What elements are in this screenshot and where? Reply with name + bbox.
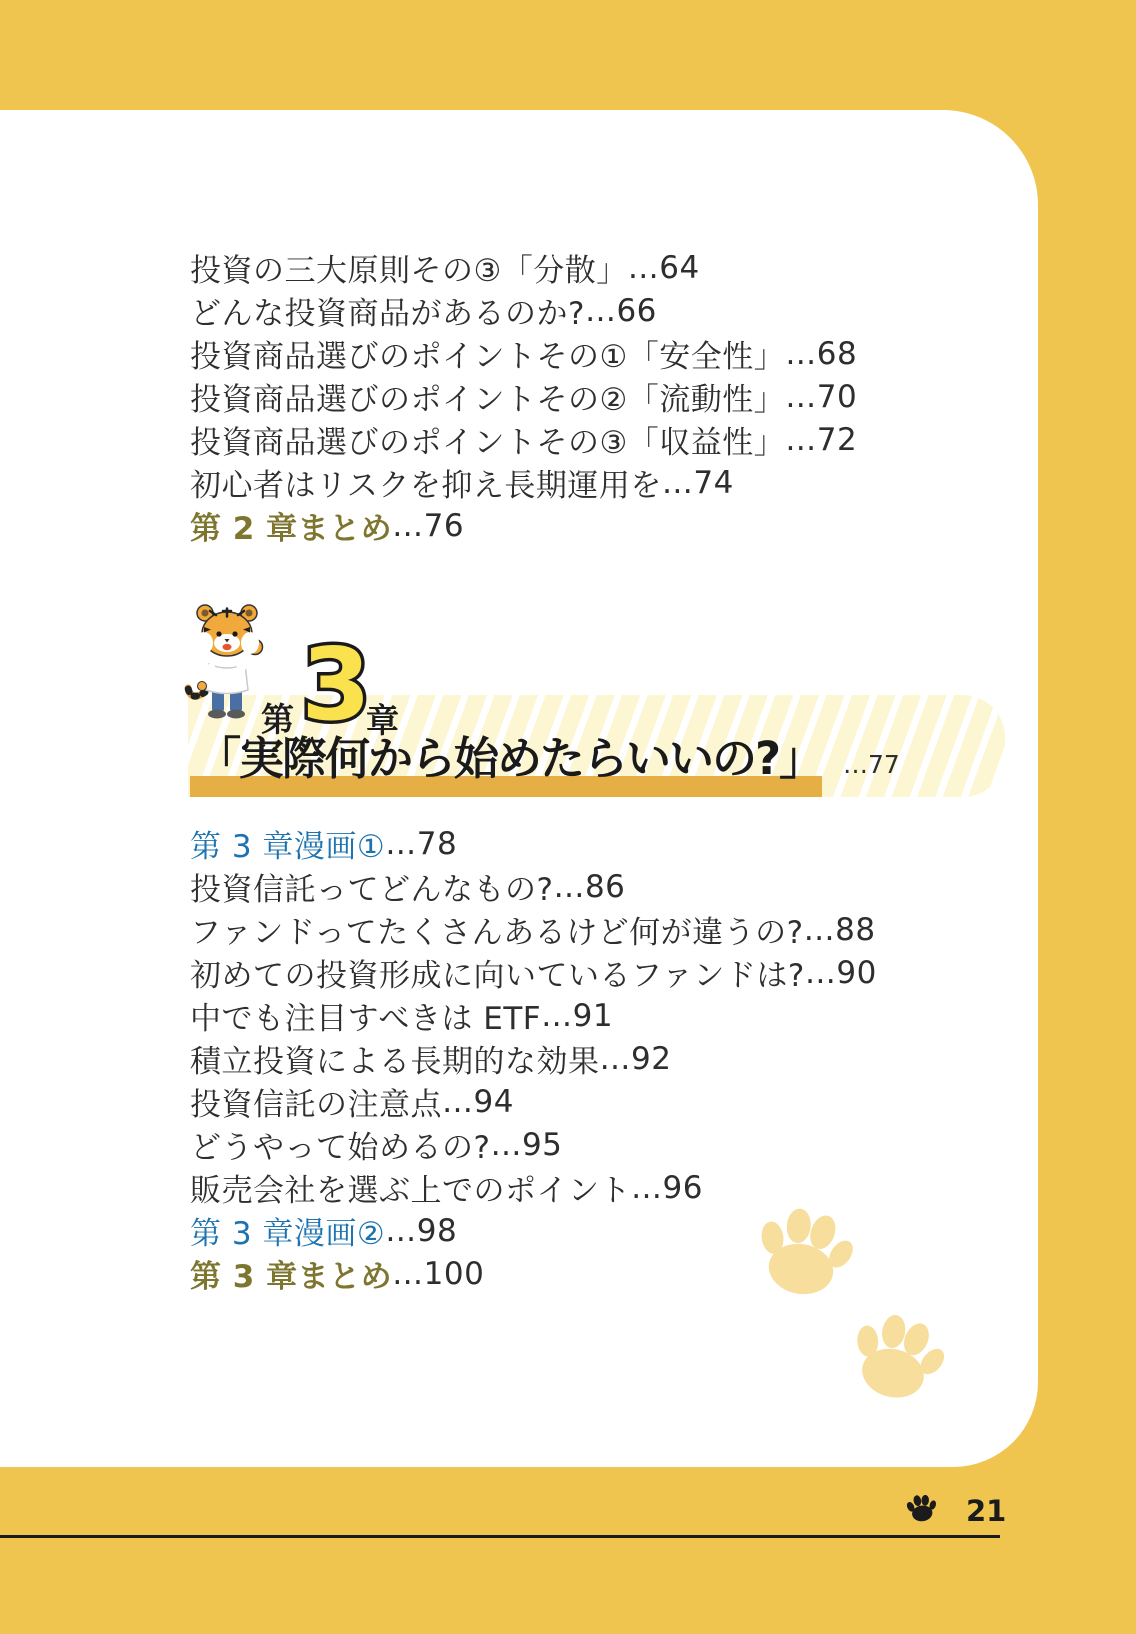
leader-dots: …: [392, 507, 424, 544]
toc-entry-label: どうやって始めるの?: [190, 1130, 491, 1166]
toc-entry: [190, 289, 857, 332]
leader-dots: …: [490, 1126, 522, 1163]
leader-dots: …: [599, 1040, 631, 1077]
toc-entry-chapter2-summary: [190, 504, 857, 547]
paw-print-watermark: [739, 1189, 868, 1315]
toc-entry: [190, 1037, 877, 1080]
paw-print-watermark: [832, 1285, 962, 1429]
footer-rule: [0, 1535, 1000, 1538]
toc-entry-label: どんな投資商品があるのか?: [190, 296, 585, 332]
leader-dots: …: [553, 868, 585, 905]
leader-dots: …: [785, 378, 817, 415]
toc-entry-page: 78: [416, 825, 458, 862]
chapter-suffix-kanji: 章: [366, 701, 399, 740]
toc-entry: [190, 246, 857, 289]
toc-entry-page: 68: [816, 335, 858, 372]
toc-entry: [190, 908, 877, 951]
page-number: 21: [966, 1494, 1007, 1528]
toc-entry-label: 第 2 章まとめ: [190, 511, 393, 547]
leader-dots: …: [627, 249, 660, 286]
content-card: [0, 110, 1038, 1467]
leader-dots: …: [785, 421, 817, 458]
leader-dots: …: [843, 750, 868, 779]
toc-entry-label: 投資信託の注意点: [190, 1087, 442, 1123]
toc-entry-label: 投資信託ってどんなもの?: [190, 872, 554, 908]
leader-dots: …: [385, 825, 417, 862]
tiger-mascot-illustration: [183, 596, 273, 720]
leader-dots: …: [661, 464, 694, 501]
leader-dots: …: [541, 997, 573, 1034]
toc-entry-page: 90: [836, 954, 877, 991]
chapter3-page-number: 77: [868, 750, 900, 779]
leader-dots: …: [804, 954, 837, 991]
leader-dots: …: [803, 911, 836, 948]
toc-entry-label: 初心者はリスクを抑え長期運用を: [190, 468, 662, 504]
toc-entry-page: 76: [423, 507, 465, 544]
toc-entry: [190, 418, 857, 461]
toc-entry: [190, 375, 857, 418]
chapter3-title: 「実際何から始めたらいいの?」: [196, 732, 823, 785]
chapter3-page-ref: [843, 750, 900, 779]
toc-entry-label: 中でも注目すべきは ETF: [190, 1001, 542, 1037]
toc-entry-label: 投資商品選びのポイントその③「収益性」: [190, 425, 786, 461]
toc-entry-page: 98: [416, 1212, 458, 1249]
leader-dots: …: [584, 292, 617, 329]
leader-dots: …: [385, 1212, 417, 1249]
chapter-prefix-kanji: 第: [261, 700, 294, 739]
toc-entry-label: 初めての投資形成に向いているファンドは?: [190, 958, 805, 994]
toc-entry-page: 91: [572, 997, 614, 1034]
toc-entry: [190, 951, 877, 994]
paw-page-marker-icon: [901, 1489, 942, 1528]
leader-dots: …: [392, 1255, 424, 1292]
toc-entry-page: 88: [835, 911, 876, 948]
toc-entry: [190, 1123, 877, 1166]
leader-dots: …: [442, 1083, 474, 1120]
toc-entry-page: 95: [521, 1126, 563, 1163]
toc-entry-label: 第 3 章漫画①: [190, 829, 386, 865]
toc-entry-label: 販売会社を選ぶ上でのポイント: [190, 1173, 631, 1209]
toc-entry: [190, 461, 857, 504]
toc-entry-label: 投資の三大原則その③「分散」: [190, 253, 628, 289]
toc-entry-label: 第 3 章まとめ: [190, 1259, 393, 1295]
toc-entry: [190, 994, 877, 1037]
toc-section-chapter2: [190, 246, 857, 547]
toc-entry: [190, 1080, 877, 1123]
toc-entry: [190, 865, 877, 908]
toc-entry-page: 86: [584, 868, 626, 905]
leader-dots: …: [631, 1169, 663, 1206]
toc-entry-page: 96: [662, 1169, 703, 1206]
toc-entry-page: 74: [693, 464, 734, 501]
toc-entry-label: 第 3 章漫画②: [190, 1216, 386, 1252]
toc-entry-page: 64: [659, 249, 700, 286]
toc-entry-page: 72: [816, 421, 858, 458]
toc-entry-page: 92: [631, 1040, 672, 1077]
toc-entry-label: ファンドってたくさんあるけど何が違うの?: [190, 915, 804, 951]
toc-entry-page: 70: [816, 378, 858, 415]
toc-entry-page: 66: [616, 292, 657, 329]
toc-entry-page: 100: [423, 1255, 485, 1292]
toc-entry-manga1: [190, 822, 877, 865]
toc-entry-page: 94: [473, 1083, 514, 1120]
leader-dots: …: [785, 335, 817, 372]
toc-entry-label: 投資商品選びのポイントその①「安全性」: [190, 339, 786, 375]
svg-text:3: 3: [301, 626, 371, 737]
toc-entry-label: 積立投資による長期的な効果: [190, 1044, 600, 1080]
toc-entry: [190, 332, 857, 375]
toc-entry-label: 投資商品選びのポイントその②「流動性」: [190, 382, 786, 418]
